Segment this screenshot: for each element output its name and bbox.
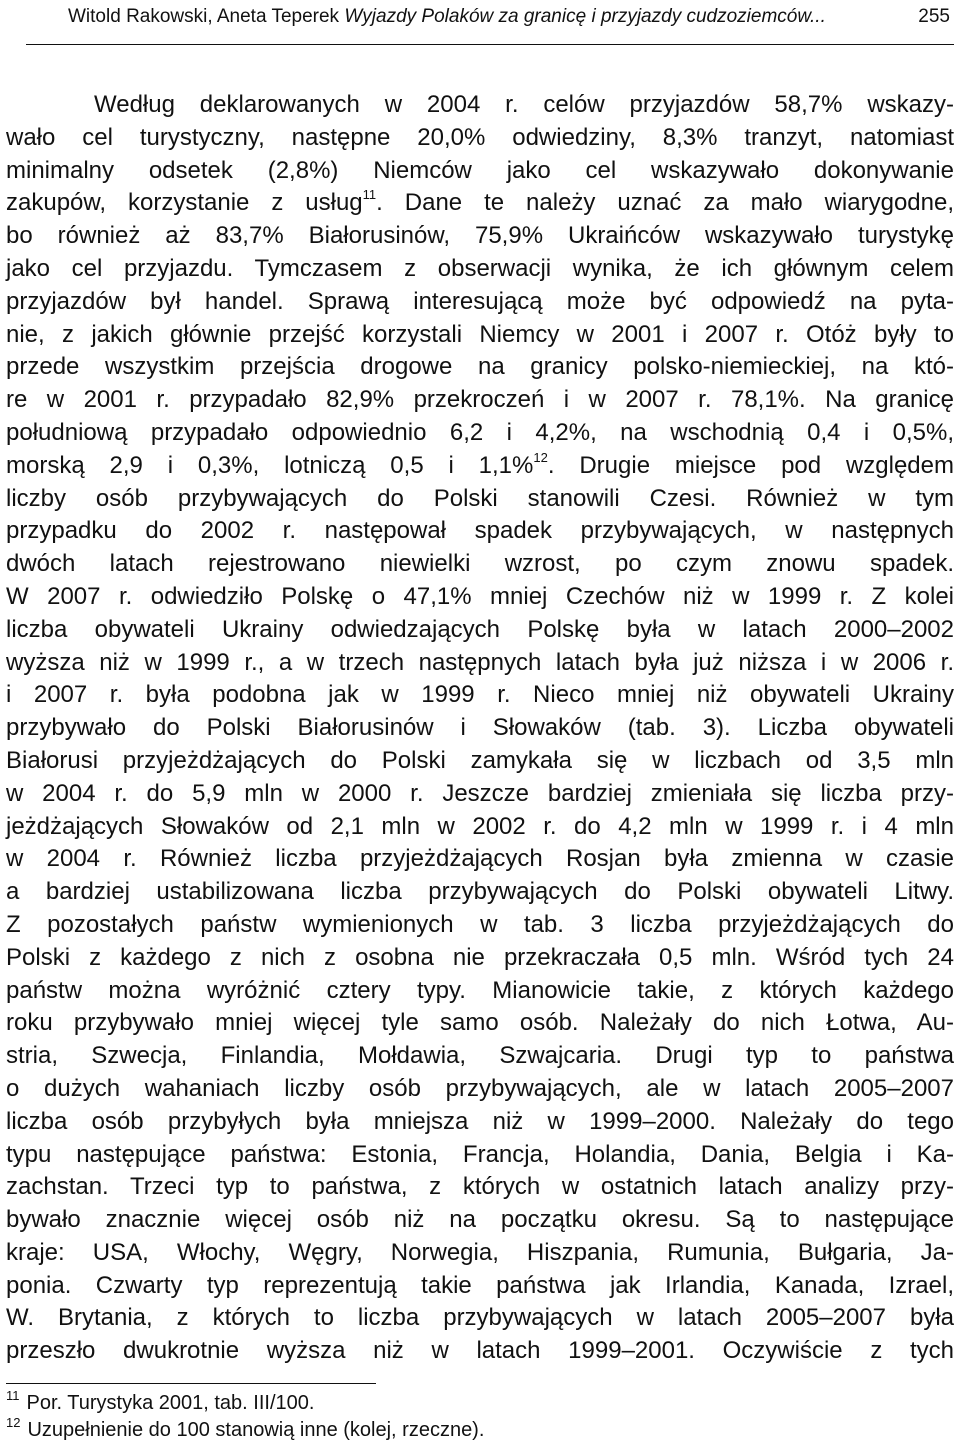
line-text: jeżdżających Słowaków od 2,1 mln w 2002 r. do 4,2 mln w 1999 r. i 4 mln xyxy=(6,812,954,840)
text-line xyxy=(6,975,954,1008)
text-line xyxy=(6,614,954,647)
line-text: kraje: USA, Włochy, Węgry, Norwegia, Hiszpania, Rumunia, Bułgaria, Ja- xyxy=(6,1238,954,1266)
line-text: Z pozostałych państw wymienionych w tab. 3 liczba przyjeżdżających do xyxy=(6,910,954,938)
text-line xyxy=(6,909,954,942)
line-text: typu następujące państwa: Estonia, Francja, Holandia, Dania, Belgia i Ka- xyxy=(6,1140,954,1168)
text-line xyxy=(6,220,954,253)
line-text: stria, Szwecja, Finlandia, Mołdawia, Szwajcaria. Drugi typ to państwa xyxy=(6,1042,954,1070)
text-line xyxy=(6,187,954,220)
footnote-number: 12 xyxy=(6,1415,21,1430)
text-line xyxy=(6,548,954,581)
text-line xyxy=(6,1171,954,1204)
text-line xyxy=(6,253,954,286)
text-line xyxy=(6,1073,954,1106)
footnote-separator xyxy=(6,1383,376,1384)
text-line xyxy=(6,843,954,876)
text-line xyxy=(6,351,954,384)
text-line xyxy=(6,811,954,844)
text-line xyxy=(6,1204,954,1237)
footnote-text: Uzupełnienie do 100 stanowią inne (kolej, rzeczne). xyxy=(27,1419,485,1441)
footnote-text: Por. Turystyka 2001, tab. III/100. xyxy=(26,1392,315,1414)
line-text: przyjazdów był handel. Sprawą interesującą może być odpowiedź na pyta- xyxy=(6,287,954,315)
line-text: W 2007 r. odwiedziło Polskę o 47,1% mniej Czechów niż w 1999 r. Z kolei xyxy=(6,582,954,610)
line-text: morską 2,9 i 0,3%, lotniczą 0,5 i 1,1% xyxy=(6,451,534,479)
line-text: przede wszystkim przejścia drogowe na granicy polsko-niemieckiej, na któ- xyxy=(6,353,954,381)
line-text: bo również aż 83,7% Białorusinów, 75,9% Ukraińców wskazywało turystykę xyxy=(6,222,954,250)
line-text: i 2007 r. była podobna jak w 1999 r. Nieco mniej niż obywateli Ukrainy xyxy=(6,681,954,709)
text-line xyxy=(6,1270,954,1303)
line-text: Według deklarowanych w 2004 r. celów przyjazdów 58,7% wskazy- xyxy=(94,91,954,118)
line-text: liczba osób przybyłych była mniejsza niż w 1999–2000. Należały do tego xyxy=(6,1107,954,1135)
line-text: wało cel turystyczny, następne 20,0% odwiedziny, 8,3% tranzyt, natomiast xyxy=(6,123,954,151)
line-text: dwóch latach rejestrowano niewielki wzrost, po czym znowu spadek. xyxy=(6,550,954,578)
text-line xyxy=(6,876,954,909)
text-line xyxy=(6,712,954,745)
line-text: państw można wyróżnić cztery typy. Mianowicie takie, z których każdego xyxy=(6,976,954,1004)
footnote xyxy=(6,1417,484,1444)
text-line xyxy=(6,1139,954,1172)
line-text: wyższa niż w 1999 r., a w trzech następnych latach była już niższa i w 2006 r. xyxy=(6,648,954,676)
text-line xyxy=(6,745,954,778)
line-text: bywało znacznie więcej osób niż na początku okresu. Są to następujące xyxy=(6,1206,954,1234)
running-header xyxy=(26,0,954,45)
line-text: Polski z każdego z nich z osobna nie przekraczała 0,5 mln. Wśród tych 24 xyxy=(6,943,954,971)
footnote xyxy=(6,1390,484,1417)
text-line xyxy=(6,647,954,680)
line-text: zachstan. Trzeci typ to państwa, z których w ostatnich latach analizy przy- xyxy=(6,1173,954,1201)
line-text: liczba obywateli Ukrainy odwiedzających Polskę była w latach 2000–2002 xyxy=(6,615,954,643)
line-text: liczby osób przybywających do Polski stanowili Czesi. Również w tym xyxy=(6,484,954,512)
line-text: nie, z jakich głównie przejść korzystali Niemcy w 2001 i 2007 r. Otóż były to xyxy=(6,320,954,348)
text-line xyxy=(6,89,954,122)
footnote-reference: 11 xyxy=(362,187,377,203)
line-text: roku przybywało mniej więcej tyle samo osób. Należały do nich Łotwa, Au- xyxy=(6,1009,954,1037)
line-text: . Dane te należy uznać za mało wiarygodne, xyxy=(376,189,954,217)
line-text: minimalny odsetek (2,8%) Niemców jako cel wskazywało dokonywanie xyxy=(6,156,954,184)
text-line xyxy=(6,319,954,352)
line-text: ponia. Czwarty typ reprezentują takie państwa jak Irlandia, Kanada, Izrael, xyxy=(6,1271,954,1299)
header-authors: Witold Rakowski, Aneta Teperek xyxy=(68,6,340,27)
running-head xyxy=(68,6,826,28)
text-line xyxy=(6,122,954,155)
text-line xyxy=(6,417,954,450)
text-line xyxy=(6,155,954,188)
page-number: 255 xyxy=(918,6,950,27)
line-text: jako cel przyjazdu. Tymczasem z obserwacji wynika, że ich głównym celem xyxy=(6,254,954,282)
text-line xyxy=(6,942,954,975)
line-text: przypadku do 2002 r. następował spadek przybywających, w następnych xyxy=(6,517,954,545)
text-line xyxy=(6,450,954,483)
text-line xyxy=(6,515,954,548)
line-text: przybywało do Polski Białorusinów i Słowaków (tab. 3). Liczba obywateli xyxy=(6,714,954,742)
line-text: . Drugie miejsce pod względem xyxy=(547,451,954,479)
text-line xyxy=(6,1106,954,1139)
text-line xyxy=(6,483,954,516)
line-text: zakupów, korzystanie z usług xyxy=(6,189,363,217)
text-line xyxy=(6,1302,954,1335)
text-line xyxy=(6,581,954,614)
body-paragraph xyxy=(6,89,954,1368)
footnote-reference: 12 xyxy=(533,449,548,465)
text-line xyxy=(6,679,954,712)
text-line xyxy=(6,286,954,319)
line-text: re w 2001 r. przypadało 82,9% przekroczeń i w 2007 r. 78,1%. Na granicę xyxy=(6,386,954,414)
text-line xyxy=(6,1335,954,1368)
text-line xyxy=(6,1007,954,1040)
line-text: o dużych wahaniach liczby osób przybywających, ale w latach 2005–2007 xyxy=(6,1074,954,1102)
line-text: a bardziej ustabilizowana liczba przybywających do Polski obywateli Litwy. xyxy=(6,878,954,906)
header-title: Wyjazdy Polaków za granicę i przyjazdy cudzoziemców... xyxy=(344,6,826,27)
line-text: w 2004 r. Również liczba przyjeżdżających Rosjan była zmienna w czasie xyxy=(6,845,954,873)
line-text: Białorusi przyjeżdżających do Polski zamykała się w liczbach od 3,5 mln xyxy=(6,746,954,774)
footnote-number: 11 xyxy=(6,1388,20,1403)
text-line xyxy=(6,1237,954,1270)
line-text: w 2004 r. do 5,9 mln w 2000 r. Jeszcze bardziej zmieniała się liczba przy- xyxy=(6,779,954,807)
footnotes xyxy=(6,1390,484,1444)
line-text: południową przypadało odpowiednio 6,2 i 4,2%, na wschodnią 0,4 i 0,5%, xyxy=(6,418,954,446)
line-text: przeszło dwukrotnie wyższa niż w latach 1999–2001. Oczywiście z tych xyxy=(6,1337,954,1365)
text-line xyxy=(6,778,954,811)
line-text: W. Brytania, z których to liczba przybywających w latach 2005–2007 była xyxy=(6,1304,954,1332)
text-line xyxy=(6,384,954,417)
text-line xyxy=(6,1040,954,1073)
